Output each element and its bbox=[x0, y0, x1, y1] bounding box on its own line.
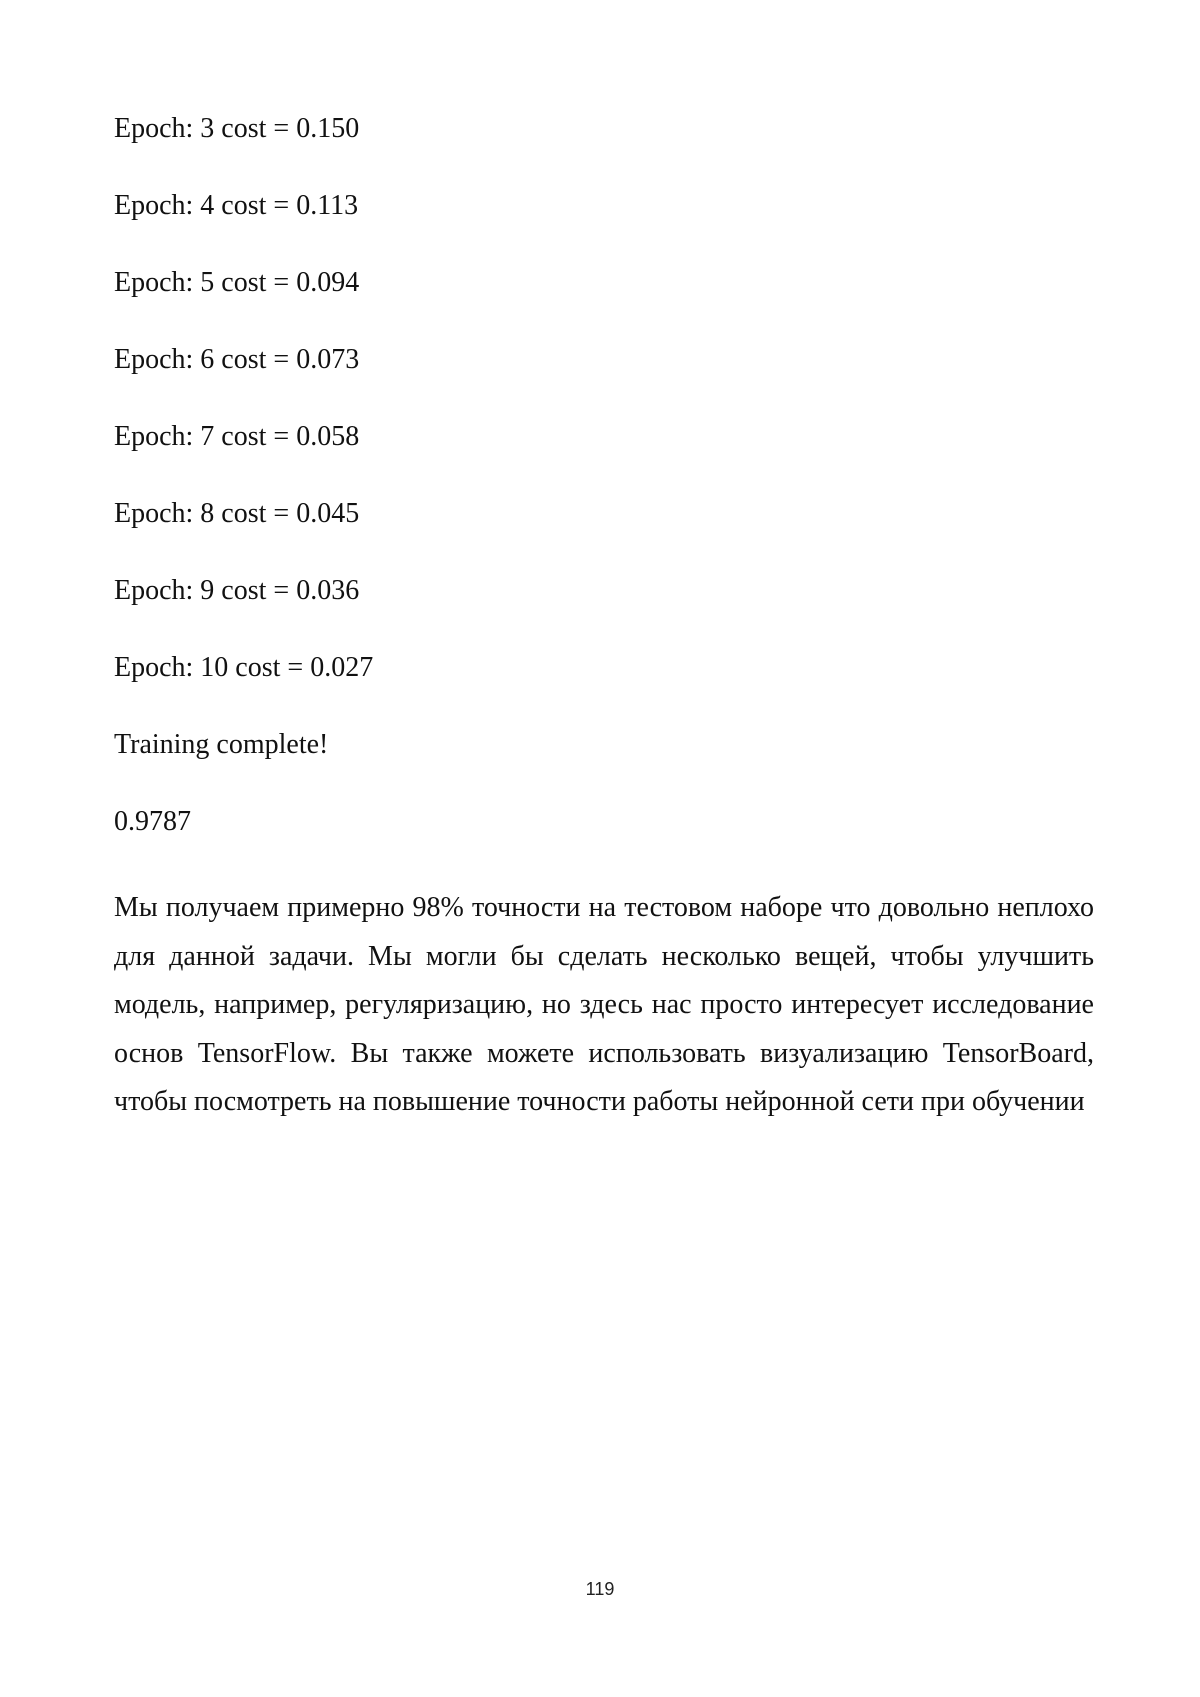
output-line-epoch-3: Epoch: 3 cost = 0.150 bbox=[114, 113, 360, 144]
output-line-epoch-7: Epoch: 7 cost = 0.058 bbox=[114, 421, 360, 452]
output-line-epoch-4: Epoch: 4 cost = 0.113 bbox=[114, 190, 359, 221]
page-number: 119 bbox=[585, 1579, 615, 1599]
body-paragraph: Мы получаем примерно 98% точности на тестовом наборе что довольно неплохо для данной задачи. Мы могли бы сделать несколько вещей, чтобы улучшить модель, например, регуляризацию, но здесь нас просто интересует исследование основ TensorFlow. Вы также можете использовать визуализацию TensorBoard, чтобы посмотреть на повышение точности работы нейронной сети при обучении bbox=[114, 892, 1094, 1118]
output-line-epoch-8: Epoch: 8 cost = 0.045 bbox=[114, 498, 360, 529]
training-output bbox=[114, 113, 1094, 883]
output-line-epoch-5: Epoch: 5 cost = 0.094 bbox=[114, 267, 360, 298]
output-line-epoch-9: Epoch: 9 cost = 0.036 bbox=[114, 575, 360, 606]
output-line-epoch-6: Epoch: 6 cost = 0.073 bbox=[114, 344, 360, 375]
output-line-epoch-10: Epoch: 10 cost = 0.027 bbox=[114, 652, 374, 683]
output-line-training-complete: Training complete! bbox=[114, 729, 329, 760]
output-line-accuracy: 0.9787 bbox=[114, 806, 191, 837]
